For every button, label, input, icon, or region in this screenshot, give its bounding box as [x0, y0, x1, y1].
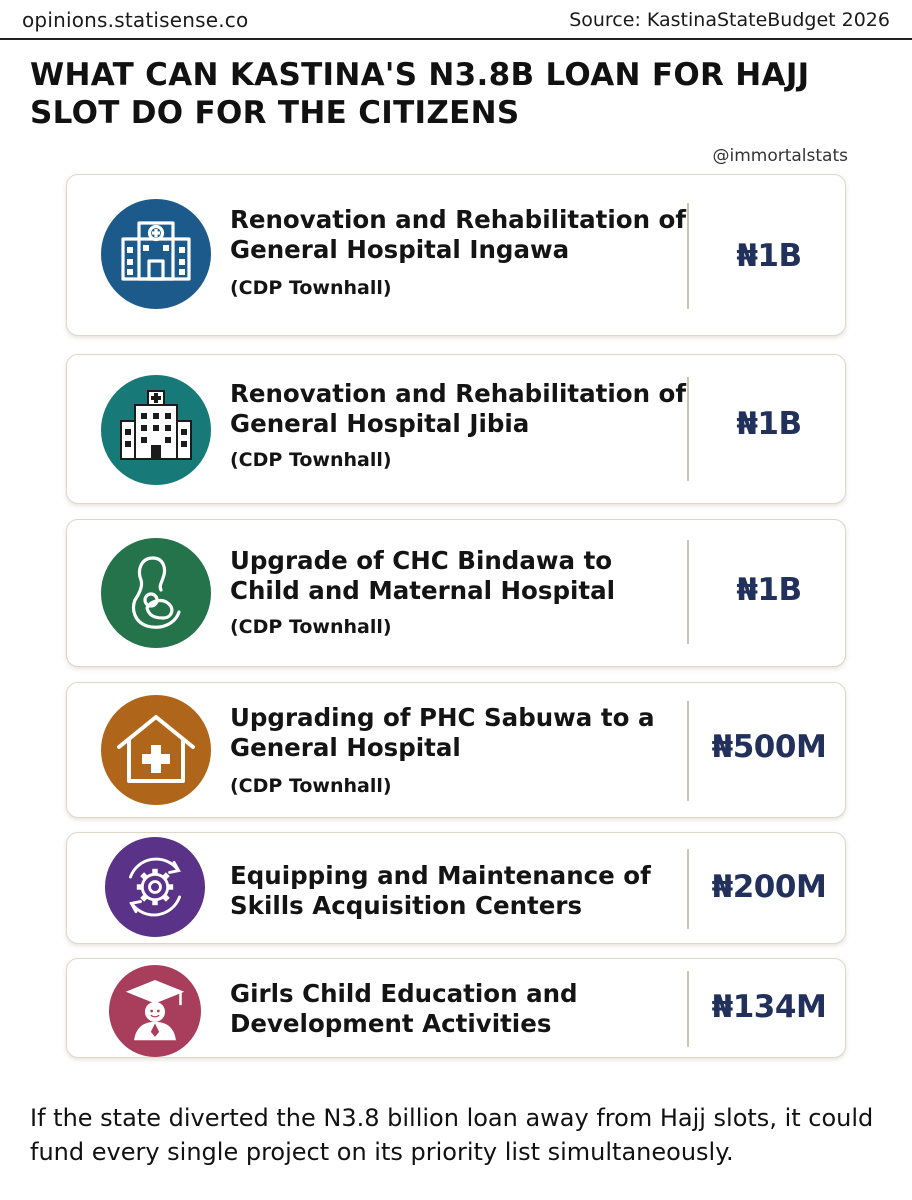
- divider: [687, 377, 689, 481]
- hospital-building-icon: [101, 375, 211, 485]
- project-title: Upgrading of PHC Sabuwa to a General Hospital: [230, 703, 655, 762]
- project-title: Renovation and Rehabilitation of General Hospital Ingawa: [230, 205, 687, 264]
- divider: [687, 540, 689, 644]
- project-card: [66, 958, 846, 1058]
- project-title: Equipping and Maintenance of Skills Acquisition Centers: [230, 861, 651, 920]
- mother-child-icon: [101, 538, 211, 648]
- house-cross-icon: [101, 695, 211, 805]
- project-subtitle: (CDP Townhall): [230, 277, 392, 299]
- divider: [687, 971, 689, 1047]
- graduate-girl-icon: [109, 965, 201, 1057]
- source-label: Source: KastinaStateBudget 2026: [569, 9, 890, 31]
- project-amount: ₦500M: [711, 729, 827, 765]
- divider: [687, 203, 689, 309]
- author-handle: @immortalstats: [712, 146, 848, 166]
- divider: [687, 701, 689, 801]
- headline: WHAT CAN KASTINA'S N3.8B LOAN FOR HAJJ SLOT DO FOR THE CITIZENS: [30, 57, 810, 131]
- project-subtitle: (CDP Townhall): [230, 449, 392, 471]
- top-bar: [0, 0, 912, 40]
- hospital-icon: [101, 199, 211, 309]
- project-card: [66, 832, 846, 944]
- project-title: Girls Child Education and Development Activities: [230, 979, 578, 1038]
- footer-note: If the state diverted the N3.8 billion loan away from Hajj slots, it could fund every single project on its priority list simultaneously.: [30, 1104, 874, 1166]
- project-subtitle: (CDP Townhall): [230, 775, 392, 797]
- project-title: Upgrade of CHC Bindawa to Child and Maternal Hospital: [230, 546, 616, 605]
- project-amount: ₦1B: [736, 572, 802, 608]
- project-subtitle: (CDP Townhall): [230, 616, 392, 638]
- project-amount: ₦200M: [711, 869, 827, 905]
- project-amount: ₦1B: [736, 238, 802, 274]
- site-url: opinions.statisense.co: [22, 8, 249, 32]
- project-card: [66, 174, 846, 336]
- project-title: Renovation and Rehabilitation of General Hospital Jibia: [230, 379, 687, 438]
- project-card: [66, 519, 846, 667]
- project-card: [66, 682, 846, 818]
- project-card: [66, 354, 846, 504]
- project-amount: ₦134M: [711, 989, 827, 1025]
- gear-cycle-icon: [105, 837, 205, 937]
- project-amount: ₦1B: [736, 406, 802, 442]
- divider: [687, 849, 689, 929]
